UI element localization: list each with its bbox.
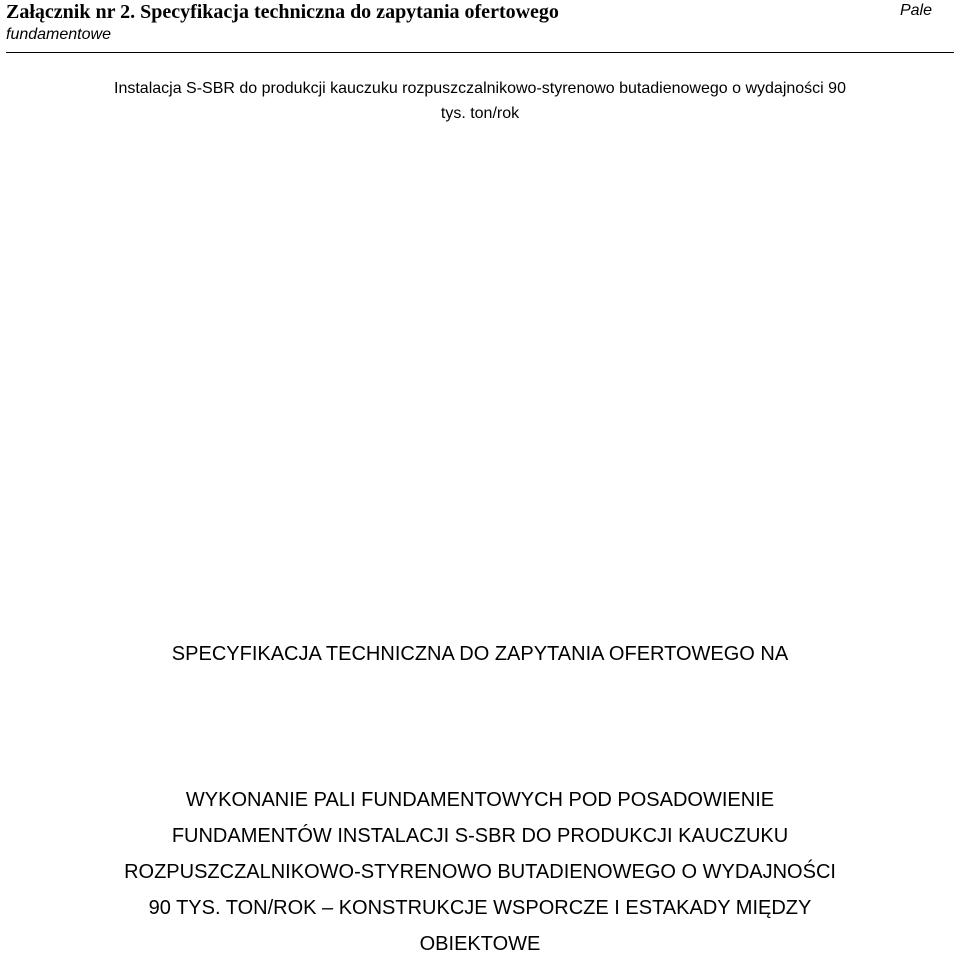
body-line-4: 90 TYS. TON/ROK – KONSTRUKCJE WSPORCZE I ESTAKADY MIĘDZY [148, 897, 812, 919]
document-title: SPECYFIKACJA TECHNICZNA DO ZAPYTANIA OFERTOWEGO NA [171, 643, 789, 665]
header-divider [6, 52, 954, 53]
body-line-1: WYKONANIE PALI FUNDAMENTOWYCH POD POSADOWIENIE [185, 789, 775, 811]
body-line-3: ROZPUSZCZALNIKOWO-STYRENOWO BUTADIENOWEGO O WYDAJNOŚCI [124, 861, 836, 883]
subheader-line-1: Instalacja S-SBR do produkcji kauczuku rozpuszczalnikowo-styrenowo butadienowego o wydajności 90 [114, 80, 846, 97]
header-right-label: Pale [899, 2, 932, 19]
document-body [0, 782, 960, 962]
project-subheader [0, 76, 960, 126]
body-line-5: OBIEKTOWE [419, 933, 541, 955]
subheader-line-2: tys. ton/rok [440, 105, 520, 122]
header-subtitle: fundamentowe [6, 26, 111, 43]
body-line-2: FUNDAMENTÓW INSTALACJI S-SBR DO PRODUKCJI KAUCZUKU [171, 825, 789, 847]
page-header [6, 0, 954, 52]
header-title: Załącznik nr 2. Specyfikacja techniczna do zapytania ofertowego [6, 1, 559, 23]
